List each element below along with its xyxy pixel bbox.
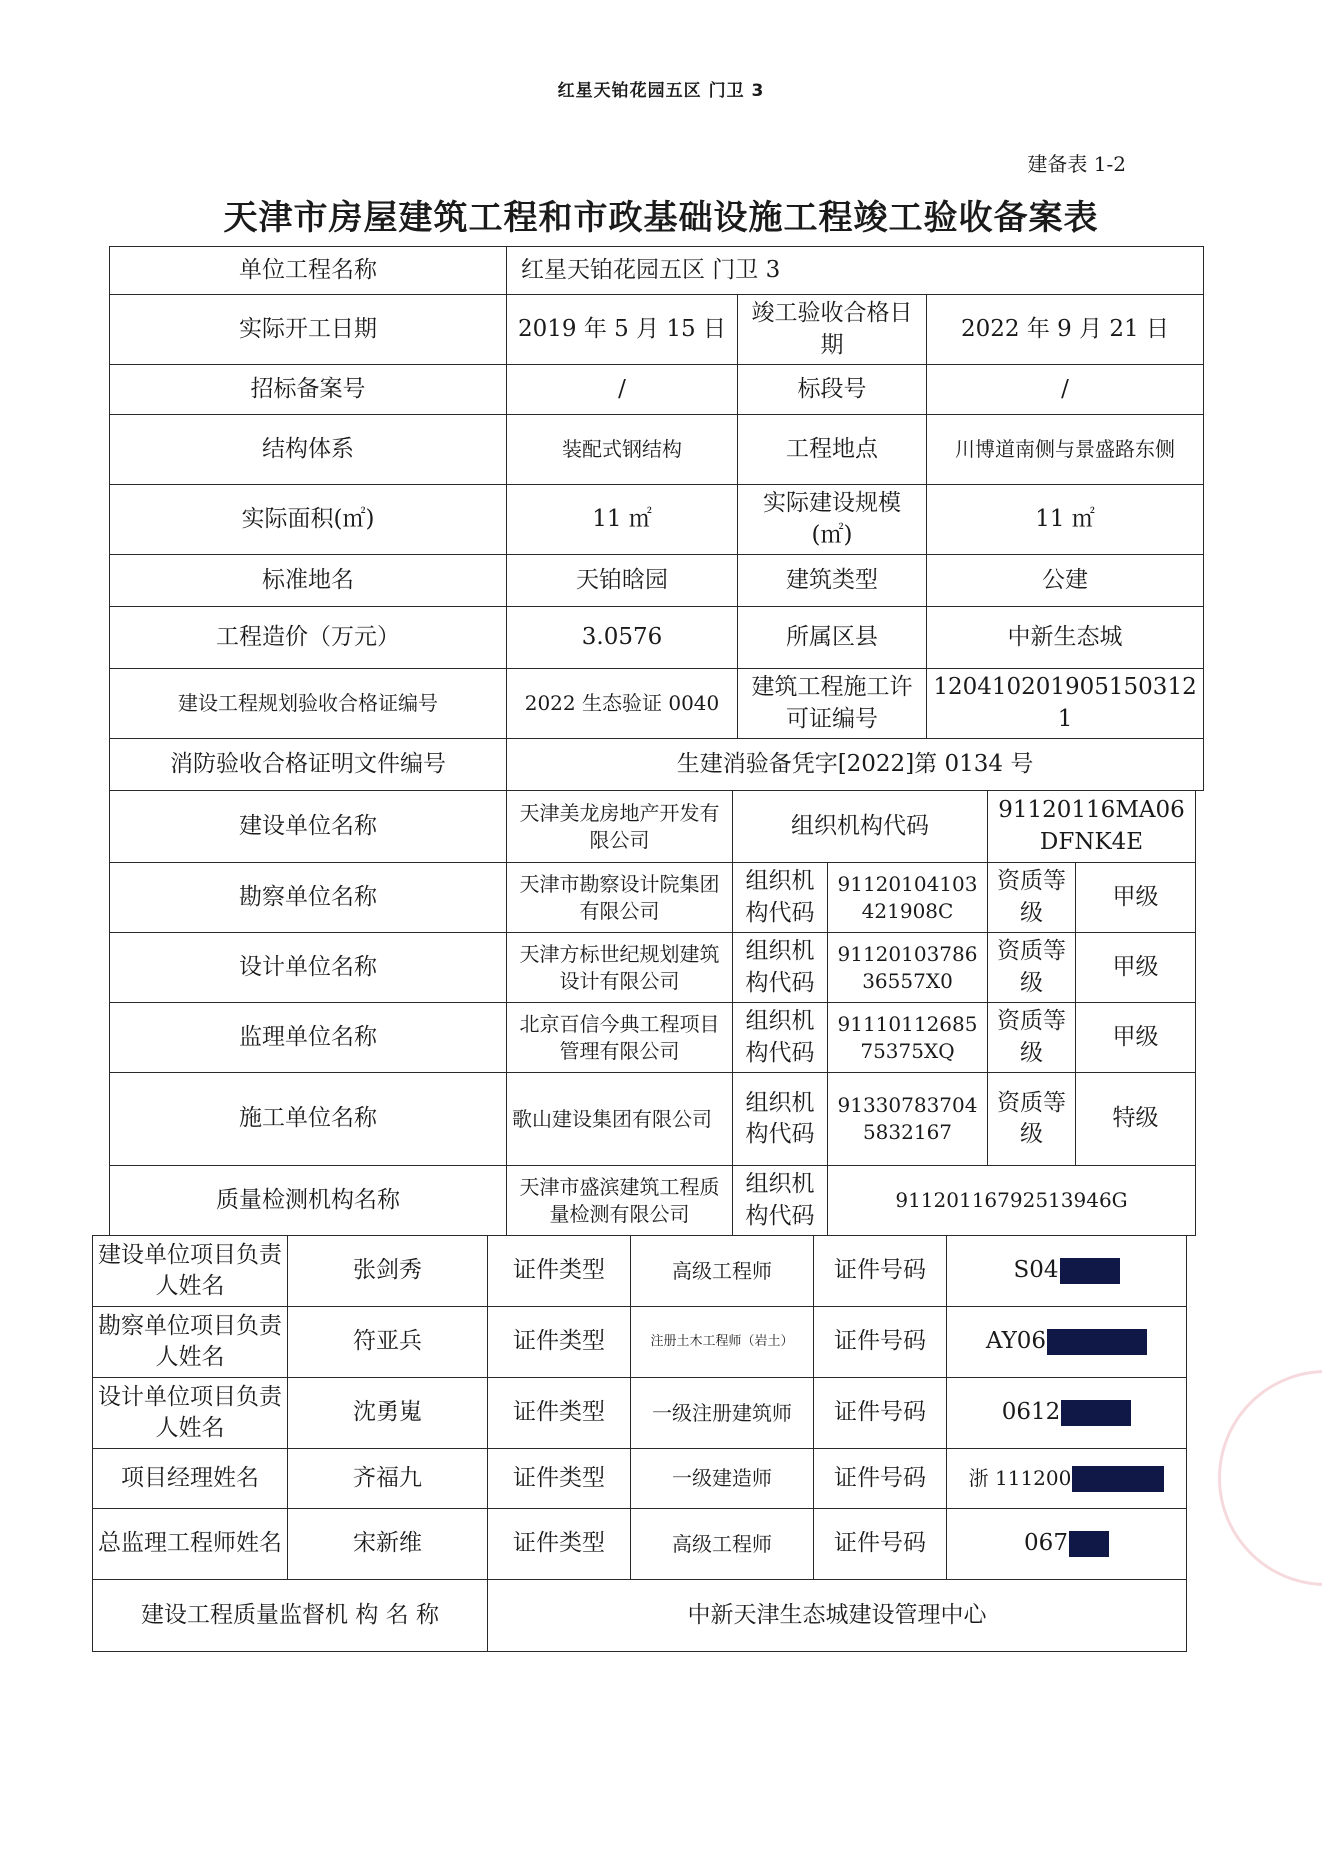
cert-no [947,1236,1187,1307]
org-code-label: 组织机构代码 [733,791,988,863]
table-row [93,1378,1187,1449]
table-row [110,863,1196,933]
row-label: 单位工程名称 [110,247,507,295]
org-name: 天津市盛滨建筑工程质量检测有限公司 [507,1166,733,1236]
org-name: 北京百信今典工程项目管理有限公司 [507,1003,733,1073]
qualification-label: 资质等级 [988,933,1076,1003]
row-label: 建设工程规划验收合格证编号 [110,669,507,739]
row-label: 实际面积(㎡) [110,485,507,555]
table-row [110,739,1204,791]
org-code: 911201037863655​7X0 [828,933,988,1003]
redaction-block [1069,1531,1109,1557]
row-value: 11 ㎡ [927,485,1204,555]
cert-type: 注册土木工程师（岩土） [631,1307,814,1378]
table-row [110,415,1204,485]
row-label: 所属区县 [738,607,927,669]
cert-type-label: 证件类型 [488,1236,631,1307]
supervisory-label: 建设工程质量监督机 构 名 称 [93,1580,488,1652]
cert-no [947,1307,1187,1378]
row-label: 消防验收合格证明文件编号 [110,739,507,791]
qualification-value: 甲级 [1076,863,1196,933]
row-value: 公建 [927,555,1204,607]
row-value: 3.0576 [507,607,738,669]
table-row [93,1580,1187,1652]
table-row [110,669,1204,739]
table-row [110,1003,1196,1073]
table-row [93,1307,1187,1378]
row-label: 工程造价（万元） [110,607,507,669]
cert-type-label: 证件类型 [488,1509,631,1580]
org-code-label: 组织机构代码 [733,1166,828,1236]
row-label: 实际建设规模(㎡) [738,485,927,555]
cert-no-label: 证件号码 [814,1509,947,1580]
org-code: 91120116792513946G [828,1166,1196,1236]
org-name: 歌山建设集团有限公司 [507,1073,733,1166]
row-label: 实际开工日期 [110,295,507,365]
table-row [110,791,1196,863]
row-label: 建筑类型 [738,555,927,607]
cert-no [947,1509,1187,1580]
person-role: 设计单位项目负责人姓名 [93,1378,288,1449]
qualification-value: 甲级 [1076,933,1196,1003]
org-code: 91120104103421908C [828,863,988,933]
faded-seal-stamp [1218,1370,1322,1586]
qualification-value: 特级 [1076,1073,1196,1166]
table-row [110,1166,1196,1236]
redaction-block [1047,1329,1147,1355]
table-row [110,555,1204,607]
row-value: 天铂晗园 [507,555,738,607]
cert-no-label: 证件号码 [814,1449,947,1509]
redaction-block [1060,1258,1120,1284]
basic-info-table [109,246,1204,791]
table-row [110,933,1196,1003]
cert-no-label: 证件号码 [814,1236,947,1307]
person-role: 项目经理姓名 [93,1449,288,1509]
org-code-label: 组织机构代码 [733,933,828,1003]
row-label: 标段号 [738,365,927,415]
cert-type-label: 证件类型 [488,1378,631,1449]
table-row [110,365,1204,415]
row-value: 2022 生态验证 0040 [507,669,738,739]
org-label: 设计单位名称 [110,933,507,1003]
cert-type: 一级注册建筑师 [631,1378,814,1449]
row-value: 2022 年 9 月 21 日 [927,295,1204,365]
redaction-block [1072,1466,1164,1492]
cert-type: 一级建造师 [631,1449,814,1509]
row-value: 装配式钢结构 [507,415,738,485]
org-code: 9111011268575375XQ [828,1003,988,1073]
redaction-block [1061,1400,1131,1426]
table-row [93,1236,1187,1307]
row-label: 结构体系 [110,415,507,485]
cert-no-visible: 0612 [1001,1399,1061,1426]
cert-no-visible: 浙 111200 [968,1465,1072,1490]
cert-no [947,1378,1187,1449]
org-label: 施工单位名称 [110,1073,507,1166]
org-code-label: 组织机构代码 [733,1003,828,1073]
form-number: 建备表 1-2 [1027,152,1126,176]
row-value: / [927,365,1204,415]
table-row [110,607,1204,669]
qualification-label: 资质等级 [988,1073,1076,1166]
person-role: 建设单位项目负责人姓名 [93,1236,288,1307]
row-value: 120410201905150312​1 [927,669,1204,739]
org-code: 91120116MA06DFNK4E [988,791,1196,863]
qualification-label: 资质等级 [988,863,1076,933]
org-code: 913307837045832167 [828,1073,988,1166]
supervisory-value: 中新天津生态城建设管理中心 [488,1580,1187,1652]
org-label: 勘察单位名称 [110,863,507,933]
organizations-table [109,790,1196,1236]
org-code-label: 组织机构代码 [733,863,828,933]
row-label: 标准地名 [110,555,507,607]
row-value: / [507,365,738,415]
row-value: 中新生态城 [927,607,1204,669]
row-label: 建筑工程施工许可证编号 [738,669,927,739]
row-label: 招标备案号 [110,365,507,415]
cert-no-label: 证件号码 [814,1378,947,1449]
person-name: 宋新维 [288,1509,488,1580]
table-row [93,1509,1187,1580]
org-label: 监理单位名称 [110,1003,507,1073]
table-row [93,1449,1187,1509]
person-name: 张剑秀 [288,1236,488,1307]
row-value: 生建消验备凭字[2022]第 0134 号 [507,739,1204,791]
cert-no-visible: 067 [1024,1530,1068,1557]
cert-type: 高级工程师 [631,1509,814,1580]
table-row [110,1073,1196,1166]
cert-type: 高级工程师 [631,1236,814,1307]
table-row [110,247,1204,295]
row-label: 工程地点 [738,415,927,485]
org-label: 建设单位名称 [110,791,507,863]
cert-no-label: 证件号码 [814,1307,947,1378]
row-label: 竣工验收合格日期 [738,295,927,365]
persons-table [92,1235,1187,1652]
qualification-label: 资质等级 [988,1003,1076,1073]
org-name: 天津美龙房地产开发有限公司 [507,791,733,863]
person-role: 勘察单位项目负责人姓名 [93,1307,288,1378]
table-row [110,295,1204,365]
document-title: 天津市房屋建筑工程和市政基础设施工程竣工验收备案表 [223,198,1099,238]
person-name: 沈勇嵬 [288,1378,488,1449]
row-value: 11 ㎡ [507,485,738,555]
person-name: 齐福九 [288,1449,488,1509]
row-value: 2019 年 5 月 15 日 [507,295,738,365]
cert-type-label: 证件类型 [488,1449,631,1509]
cert-no-visible: S04 [1013,1257,1059,1284]
org-name: 天津方标世纪规划建筑设计有限公司 [507,933,733,1003]
person-name: 符亚兵 [288,1307,488,1378]
org-label: 质量检测机构名称 [110,1166,507,1236]
qualification-value: 甲级 [1076,1003,1196,1073]
cert-no [947,1449,1187,1509]
cert-type-label: 证件类型 [488,1307,631,1378]
row-value: 川博道南侧与景盛路东侧 [927,415,1204,485]
cert-no-visible: AY06 [985,1328,1047,1355]
org-code-label: 组织机构代码 [733,1073,828,1166]
person-role: 总监理工程师姓名 [93,1509,288,1580]
row-value: 红星天铂花园五区 门卫 3 [507,247,1204,295]
org-name: 天津市勘察设计院集团有限公司 [507,863,733,933]
table-row [110,485,1204,555]
page-header: 红星天铂花园五区 门卫 3 [557,81,765,101]
